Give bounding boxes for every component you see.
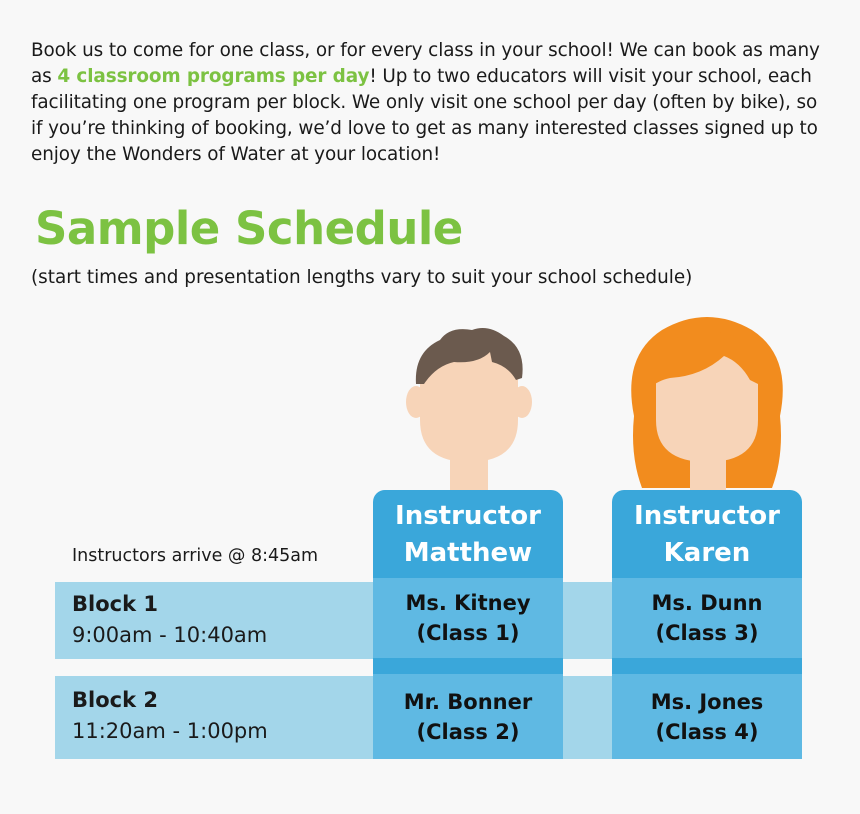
instructor-matthew-label-line1: Instructor [395,501,541,531]
block-2-name: Block 2 [72,688,158,712]
instructor-karen-avatar [612,316,802,494]
block-2-time: 11:20am - 1:00pm [72,719,268,743]
intro-text-part1: Book us to come for one class, or for every class in your school! We can book as many as [31,40,820,87]
block-1-karen-teacher: Ms. Dunn [651,591,763,615]
block-1-matthew-cell [373,578,563,658]
block-1-time: 9:00am - 10:40am [72,623,268,647]
block-2-karen-teacher: Ms. Jones [650,689,764,714]
instructor-matthew-avatar [380,322,550,494]
block-1-matthew-teacher: Ms. Kitney [405,591,531,615]
block-1-matthew-class: (Class 1) [416,621,520,645]
arrival-note: Instructors arrive @ 8:45am [72,546,319,566]
block-2-matthew-teacher: Mr. Bonner [403,689,533,714]
instructor-karen-label-line2: Karen [663,538,751,568]
block-2-matthew-cell [373,674,563,759]
instructor-matthew-column [373,490,563,759]
block-2-karen-class: (Class 4) [655,719,759,744]
intro-text-part2: ! Up to two educators will visit your school, each facilitating one program per block. We only visit one school per day (often by bike), so if you’re thinking of booking, we’d love to get as many interested classes signed up to enjoy the Wonders of Water at your location! [31,66,818,165]
block-1-karen-class: (Class 3) [655,621,759,645]
intro-highlight: 4 classroom programs per day [57,66,370,87]
block-2-matthew-class: (Class 2) [416,719,520,744]
block-1-label [72,589,267,651]
block-1-name: Block 1 [72,592,158,616]
page-title: Sample Schedule [35,202,463,255]
instructor-karen-column [612,490,802,759]
instructor-matthew-label-line2: Matthew [403,538,533,568]
page-subtitle: (start times and presentation lengths vary to suit your school schedule) [31,267,693,288]
block-2-karen-cell [612,674,802,759]
instructor-karen-heading [612,498,802,572]
block-2-label [72,685,268,747]
instructor-matthew-heading [373,498,563,572]
instructor-karen-label-line1: Instructor [634,501,780,531]
block-1-karen-cell [612,578,802,658]
intro-paragraph [31,38,831,168]
